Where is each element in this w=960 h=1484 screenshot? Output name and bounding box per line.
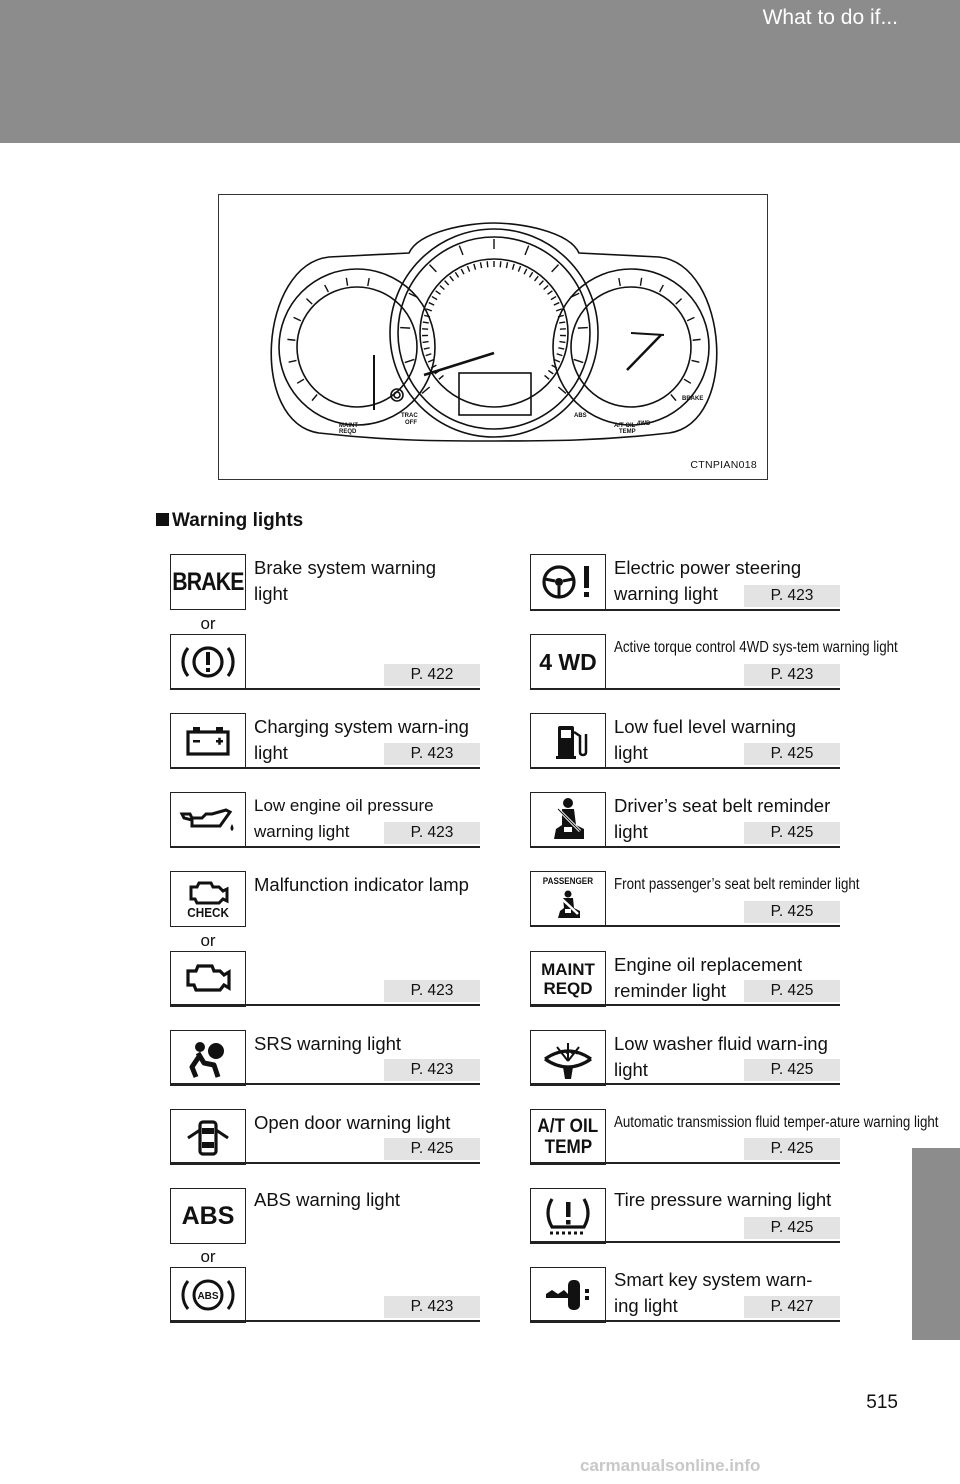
engine-icon: [170, 951, 246, 1007]
watermark: carmanualsonline.info: [580, 1456, 761, 1475]
row-divider: [530, 846, 840, 848]
page-reference: P. 427: [744, 1296, 840, 1318]
row-divider: [530, 1083, 840, 1085]
svg-text:A/T OIL: A/T OIL: [614, 423, 636, 429]
srs-airbag-icon: [170, 1030, 246, 1086]
warning-label: Tire pressure warning light: [614, 1189, 832, 1210]
svg-text:REQD: REQD: [339, 429, 357, 435]
row-divider: [530, 688, 840, 690]
abs-circle-icon: [170, 1267, 246, 1323]
steering-warning-icon: [530, 554, 606, 610]
row-divider: [530, 767, 840, 769]
row-divider: [530, 609, 840, 611]
page-reference: P. 425: [744, 901, 840, 923]
at-oil-temp-icon: A/T OIL TEMP: [530, 1109, 606, 1165]
page-reference: P. 425: [744, 1217, 840, 1239]
page-header: [0, 0, 960, 143]
seatbelt-icon: [530, 792, 606, 848]
washer-fluid-icon: [530, 1030, 606, 1086]
svg-text:BRAKE: BRAKE: [682, 396, 704, 402]
page-reference: P. 423: [384, 822, 480, 844]
row-divider: [170, 1162, 480, 1164]
page-reference: P. 423: [384, 980, 480, 1002]
warning-label: Smart key system warn-ing light: [614, 1269, 813, 1316]
svg-text:TEMP: TEMP: [619, 429, 636, 435]
svg-text:ABS: ABS: [197, 1291, 219, 1302]
4wd-icon: 4 WD: [530, 634, 606, 690]
row-divider: [170, 1004, 480, 1006]
svg-text:MAINT: MAINT: [339, 423, 358, 429]
warning-label: Open door warning light: [254, 1112, 451, 1133]
row-divider: [170, 767, 480, 769]
passenger-seatbelt-icon: PASSENGER: [530, 871, 606, 927]
svg-text:TRAC: TRAC: [401, 413, 418, 419]
warning-label: Front passenger’s seat belt reminder light: [614, 876, 860, 893]
page-reference: P. 423: [744, 664, 840, 686]
svg-text:ABS: ABS: [574, 413, 587, 419]
page-reference: P. 425: [744, 1059, 840, 1081]
page-reference: P. 425: [384, 1138, 480, 1160]
svg-text:4WD: 4WD: [637, 421, 651, 427]
page-reference: P. 425: [744, 743, 840, 765]
open-door-icon: [170, 1109, 246, 1165]
row-divider: [530, 1241, 840, 1243]
brake-circle-icon: [170, 634, 246, 690]
oil-can-icon: [170, 792, 246, 848]
warning-label: Low fuel level warning light: [614, 716, 797, 763]
maint-reqd-icon: MAINT REQD: [530, 951, 606, 1007]
warning-label: Engine oil replacement reminder light: [614, 954, 803, 1001]
figure-code: CTNPIAN018: [690, 459, 757, 471]
row-divider: [530, 1162, 840, 1164]
page-reference: P. 423: [384, 743, 480, 765]
row-divider: [530, 1004, 840, 1006]
abs-text-icon: ABS: [170, 1188, 246, 1244]
warning-label: Driver’s seat belt reminder light: [614, 795, 831, 842]
smart-key-icon: [530, 1267, 606, 1323]
warning-label: Malfunction indicator lamp: [254, 874, 469, 895]
page-number: 515: [866, 1392, 898, 1413]
row-divider: [530, 925, 840, 927]
square-bullet-icon: [156, 513, 169, 526]
page-reference: P. 425: [744, 1138, 840, 1160]
battery-icon: [170, 713, 246, 769]
warning-label: Low engine oil pressure warning light: [254, 796, 434, 841]
header-title: What to do if...: [762, 6, 898, 29]
warning-label: Automatic transmission fluid temper-ature warning light: [614, 1114, 939, 1131]
row-divider: [170, 1083, 480, 1085]
or-label: or: [200, 1247, 216, 1266]
tire-pressure-icon: [530, 1188, 606, 1244]
chapter-side-tab: [912, 1148, 960, 1340]
brake-text-icon: BRAKE: [170, 554, 246, 610]
page-reference: P. 423: [744, 585, 840, 607]
row-divider: [170, 688, 480, 690]
instrument-cluster-figure: [218, 194, 768, 480]
row-divider: [170, 1320, 480, 1322]
page-reference: P. 425: [744, 980, 840, 1002]
row-divider: [530, 1320, 840, 1322]
warning-label: Brake system warning light: [254, 557, 436, 604]
warning-label: SRS warning light: [254, 1033, 402, 1054]
warning-label: Charging system warn-ing light: [254, 716, 469, 763]
instrument-cluster-illustration: [219, 195, 767, 479]
warning-label: Low washer fluid warn-ing light: [614, 1033, 828, 1080]
or-label: or: [200, 931, 216, 950]
page-reference: P. 425: [744, 822, 840, 844]
fuel-pump-icon: [530, 713, 606, 769]
or-label: or: [200, 614, 216, 633]
page-reference: P. 423: [384, 1296, 480, 1318]
section-title: [156, 510, 303, 532]
svg-text:OFF: OFF: [405, 420, 417, 426]
check-engine-icon: CHECK: [170, 871, 246, 927]
row-divider: [170, 846, 480, 848]
warning-label: Electric power steering warning light: [614, 557, 802, 604]
page-reference: P. 423: [384, 1059, 480, 1081]
page-reference: P. 422: [384, 664, 480, 686]
warning-label: ABS warning light: [254, 1189, 401, 1210]
section-title-text: Warning lights: [172, 510, 304, 531]
warning-label: Active torque control 4WD sys-tem warning light: [614, 639, 898, 656]
